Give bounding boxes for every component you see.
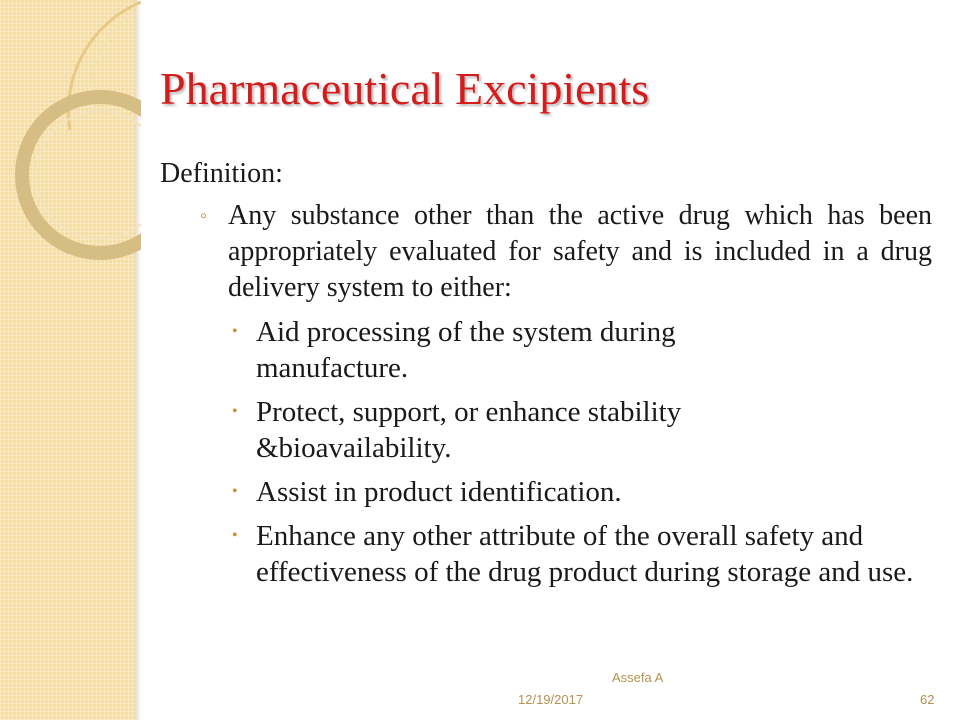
bullet-level1 xyxy=(160,198,932,306)
sub-bullet-text: Protect, support, or enhance stability &bioavailability. xyxy=(256,396,682,464)
slide-title: Pharmaceutical Excipients xyxy=(160,63,650,114)
definition-label: Definition: xyxy=(160,158,283,189)
sub-bullet-item xyxy=(160,394,816,466)
bullet-text: Any substance other than the active drug which has been appropriately evaluated for safety and is included in a drug delivery system to either: xyxy=(228,200,932,303)
footer-author: Assefa A xyxy=(612,670,664,685)
dot-bullet-icon: • xyxy=(232,403,238,420)
footer-date: 12/19/2017 xyxy=(518,692,584,707)
sub-bullet-item xyxy=(160,474,946,510)
sub-bullet-item xyxy=(160,314,816,386)
sub-bullet-text: Aid processing of the system during manufacture. xyxy=(256,316,676,384)
sub-bullet-text: Enhance any other attribute of the overall safety and effectiveness of the drug product during storage and use. xyxy=(256,520,914,588)
decorative-circles xyxy=(0,0,141,260)
page-number: 62 xyxy=(920,692,935,707)
ring-bullet-icon: ◦ xyxy=(200,205,208,227)
sub-bullet-item xyxy=(160,518,946,590)
dot-bullet-icon: • xyxy=(232,483,238,500)
slide-content xyxy=(160,156,932,590)
sub-bullet-text: Assist in product identification. xyxy=(256,476,622,508)
dot-bullet-icon: • xyxy=(232,527,238,544)
dot-bullet-icon: • xyxy=(232,323,238,340)
